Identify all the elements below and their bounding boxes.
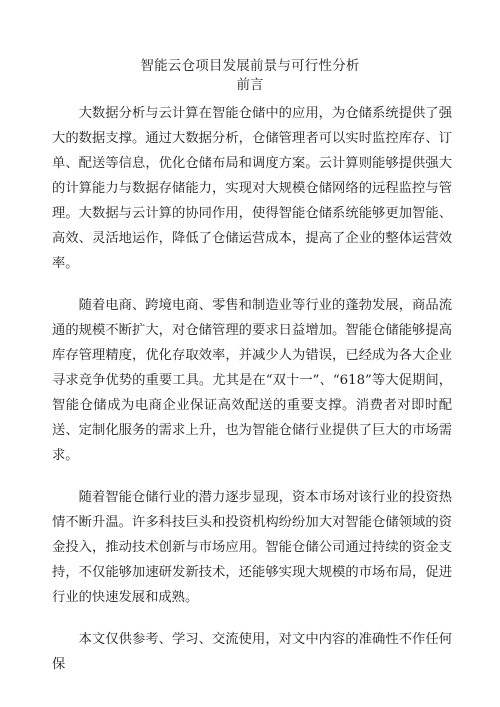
paragraph: 大数据分析与云计算在智能仓储中的应用，为仓储系统提供了强大的数据支撑。通过大数据分析，仓储管理者可以实时监控库存、订单、配送等信息，优化仓储布局和调度方案。云计算则能够提供强大的计算能力与数据存储能力，实现对大规模仓储网络的远程监控与管理。大数据与云计算的协同作用，使得智能仓储系统能够更加智能、高效、灵活地运作，降低了仓储运营成本，提高了企业的整体运营效率。: [52, 106, 452, 271]
paragraph: 本文仅供参考、学习、交流使用，对文中内容的准确性不作任何保: [52, 632, 452, 672]
paragraph: 随着智能仓储行业的潜力逐步显现，资本市场对该行业的投资热情不断升温。许多科技巨头和投资机构纷纷加大对智能仓储领域的资金投入，推动技术创新与市场应用。智能仓储公司通过持续的资金支持，不仅能够加速研发新技术，还能够实现大规模的市场布局，促进行业的快速发展和成熟。: [52, 490, 452, 605]
section-heading-preface: 前言: [236, 77, 264, 93]
document-title: 智能云仓项目发展前景与可行性分析: [140, 58, 360, 74]
document-body: [52, 101, 452, 694]
paragraph: 随着电商、跨境电商、零售和制造业等行业的蓬勃发展，商品流通的规模不断扩大，对仓储管理的要求日益增加。智能仓储能够提高库存管理精度，优化存取效率，并减少人为错误，已经成为各大企业寻求竞争优势的重要工具。尤其是在“双十一”、“618”等大促期间，智能仓储成为电商企业保证高效配送的重要支撑。消费者对即时配送、定制化服务的需求上升，也为智能仓储行业提供了巨大的市场需求。: [52, 298, 452, 463]
